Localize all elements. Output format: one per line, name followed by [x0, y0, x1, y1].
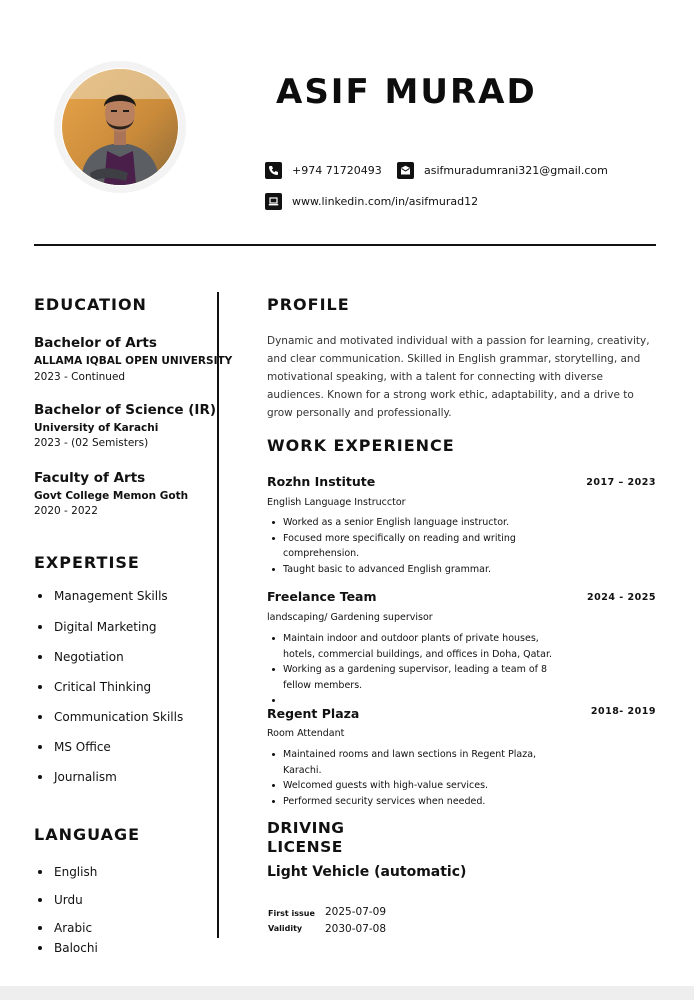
job-duties — [272, 747, 562, 809]
profile-summary: Dynamic and motivated individual with a passion for learning, creativity, and clear communication. Skilled in English grammar, storytelling, and motivational speaking, with a talent for connecting with diverse audiences. Known for a strong work ethic, adaptability, and a drive to grow personally and professionally. — [267, 335, 650, 419]
bullet-icon — [38, 870, 42, 874]
validity-date: 2030-07-08 — [325, 923, 387, 935]
expertise-heading: EXPERTISE — [34, 553, 140, 572]
header-divider — [34, 244, 656, 246]
job-duty: Working as a gardening supervisor, leading a team of 8 fellow members. — [272, 662, 572, 693]
job-duty: Performed security services when needed. — [272, 794, 562, 810]
linkedin-url[interactable]: www.linkedin.com/in/asifmurad12 — [292, 195, 479, 208]
job-duty: Welcomed guests with high-value services. — [272, 778, 562, 794]
bullet-icon — [38, 655, 42, 659]
education-years: 2023 - Continued — [34, 371, 126, 383]
expertise-item — [38, 589, 168, 603]
expertise-item — [38, 680, 151, 694]
language-label: Arabic — [54, 921, 93, 935]
driving-license-heading — [267, 819, 345, 857]
education-years: 2020 - 2022 — [34, 505, 98, 517]
first-issue-date: 2025-07-09 — [325, 906, 387, 918]
profile-photo — [62, 69, 178, 185]
language-label: Urdu — [54, 893, 83, 907]
bullet-icon — [38, 775, 42, 779]
job-company: Regent Plaza — [267, 706, 360, 721]
expertise-item — [38, 740, 111, 754]
job-role: English Language Instrucctor — [267, 497, 406, 508]
email-contact — [397, 162, 608, 179]
job-duties — [272, 631, 572, 693]
expertise-item — [38, 710, 183, 724]
expertise-label: Journalism — [54, 770, 117, 784]
driving-license-heading-line1: DRIVING — [267, 819, 345, 837]
profile-heading: PROFILE — [267, 295, 350, 314]
bullet-icon — [38, 898, 42, 902]
email-address[interactable]: asifmuradumrani321@gmail.com — [424, 164, 608, 177]
bullet-icon — [272, 699, 275, 702]
language-heading: LANGUAGE — [34, 825, 141, 844]
job-duties — [272, 515, 532, 577]
job-dates: 2018- 2019 — [590, 706, 656, 717]
expertise-label: Communication Skills — [54, 710, 184, 724]
phone-icon — [265, 162, 282, 179]
job-role: Room Attendant — [267, 728, 345, 739]
language-item — [38, 865, 97, 879]
job-duty: Taught basic to advanced English grammar. — [272, 562, 532, 578]
language-item — [38, 893, 83, 907]
job-dates: 2017 – 2023 — [586, 477, 656, 488]
bullet-icon — [38, 745, 42, 749]
job-duty: Maintained rooms and lawn sections in Regent Plaza, Karachi. — [272, 747, 562, 778]
job-duty: Worked as a senior English language instructor. — [272, 515, 532, 531]
expertise-item — [38, 770, 117, 784]
bullet-icon — [38, 594, 42, 598]
bullet-icon — [38, 715, 42, 719]
linkedin-contact — [265, 193, 478, 210]
bullet-icon — [38, 946, 42, 950]
job-duty: Maintain indoor and outdoor plants of private houses, hotels, commercial buildings, and offices in Doha, Qatar. — [272, 631, 572, 662]
phone-number[interactable]: +974 71720493 — [292, 164, 382, 177]
bullet-icon — [38, 685, 42, 689]
expertise-label: Management Skills — [54, 589, 168, 603]
expertise-label: Critical Thinking — [54, 680, 152, 694]
expertise-label: Negotiation — [54, 650, 124, 664]
job-role: landscaping/ Gardening supervisor — [267, 612, 433, 623]
education-institution: Govt College Memon Goth — [34, 490, 189, 502]
job-company: Rozhn Institute — [267, 474, 376, 489]
work-experience-heading: WORK EXPERIENCE — [267, 436, 455, 455]
language-label: Balochi — [54, 941, 98, 955]
education-degree: Bachelor of Science (IR) — [34, 402, 217, 418]
job-company: Freelance Team — [267, 589, 377, 604]
expertise-item — [38, 650, 124, 664]
bullet-icon — [38, 625, 42, 629]
education-institution: University of Karachi — [34, 422, 159, 434]
bullet-icon — [38, 926, 42, 930]
education-degree: Bachelor of Arts — [34, 335, 157, 351]
education-heading: EDUCATION — [34, 295, 147, 314]
expertise-label: MS Office — [54, 740, 111, 754]
education-institution: ALLAMA IQBAL OPEN UNIVERSITY — [34, 355, 233, 367]
expertise-item — [38, 620, 157, 634]
first-issue-label: First issue — [268, 909, 315, 918]
education-degree: Faculty of Arts — [34, 470, 146, 486]
driving-license-heading-line2: LICENSE — [267, 838, 343, 856]
email-icon — [397, 162, 414, 179]
page-bottom-band — [0, 986, 694, 1000]
candidate-name: ASIF MURAD — [276, 72, 537, 112]
education-years: 2023 - (02 Semisters) — [34, 437, 149, 449]
language-item — [38, 941, 98, 955]
language-item — [38, 921, 92, 935]
phone-contact — [265, 162, 382, 179]
column-divider — [217, 292, 219, 938]
validity-label: Validity — [268, 924, 303, 933]
job-dates: 2024 - 2025 — [587, 592, 656, 603]
job-duty: Focused more specifically on reading and writing comprehension. — [272, 531, 532, 562]
laptop-icon — [265, 193, 282, 210]
language-label: English — [54, 865, 98, 879]
license-vehicle-type: Light Vehicle (automatic) — [267, 864, 467, 880]
expertise-label: Digital Marketing — [54, 620, 157, 634]
